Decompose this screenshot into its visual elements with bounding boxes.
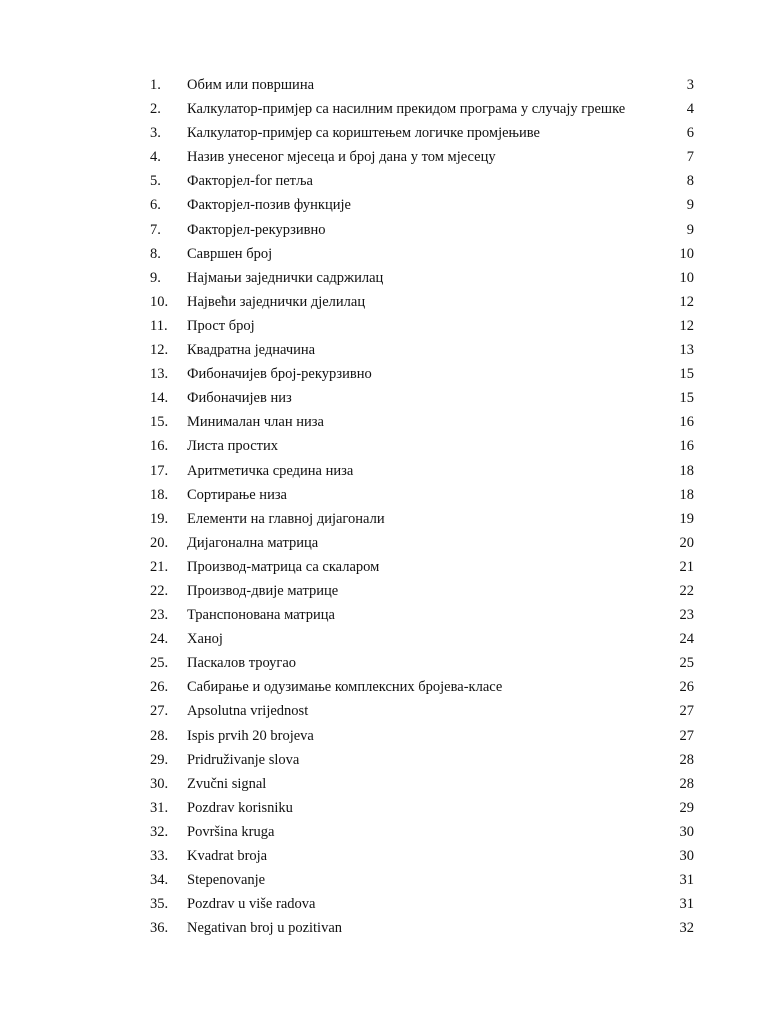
toc-entry-number: 17. [150, 462, 169, 479]
toc-entry-title: Ханој [187, 631, 223, 648]
toc-entry-page: 24 [679, 631, 694, 648]
toc-entry[interactable] [0, 892, 768, 916]
toc-entry-title: Производ-двије матрице [187, 582, 339, 599]
toc-entry-page: 12 [679, 293, 694, 310]
toc-entry-title: Квадратна једначина [187, 342, 316, 359]
toc-entry-title: Фибоначијев број-рекурзивно [187, 366, 372, 383]
toc-entry-page: 8 [686, 173, 694, 190]
toc-entry-page: 21 [679, 558, 694, 575]
toc-entry[interactable] [0, 603, 768, 627]
toc-entry-title: Савршен број [187, 245, 273, 262]
toc-entry-number: 22. [150, 582, 169, 599]
toc-entry-page: 27 [679, 703, 694, 720]
toc-entry[interactable] [0, 386, 768, 410]
toc-entry-number: 4. [150, 149, 161, 166]
toc-entry[interactable] [0, 916, 768, 940]
toc-entry-title: Калкулатор-примјер са насилним прекидом програма у случају грешке [187, 101, 626, 118]
toc-entry-title: Прост број [187, 317, 255, 334]
toc-entry-title: Елементи на главној дијагонали [187, 510, 385, 527]
toc-entry-number: 25. [150, 655, 169, 672]
toc-entry-number: 9. [150, 269, 161, 286]
toc-entry-page: 16 [679, 438, 694, 455]
toc-entry-title: Pozdrav u više radova [187, 896, 316, 913]
toc-entry-title: Фибоначијев низ [187, 390, 292, 407]
toc-entry[interactable] [0, 362, 768, 386]
toc-entry[interactable] [0, 627, 768, 651]
toc-entry-title: Обим или површина [187, 77, 315, 93]
toc-entry-number: 30. [150, 775, 169, 792]
toc-entry-page: 28 [679, 775, 694, 792]
toc-entry[interactable] [0, 796, 768, 820]
toc-entry-title: Највећи заједнички дјелилац [187, 293, 366, 310]
toc-entry-number: 29. [150, 751, 169, 768]
toc-entry[interactable] [0, 410, 768, 434]
toc-entry-page: 31 [679, 896, 694, 913]
toc-entry-number: 32. [150, 823, 169, 840]
toc-entry[interactable] [0, 290, 768, 314]
toc-entry[interactable] [0, 169, 768, 193]
toc-entry-number: 36. [150, 920, 169, 937]
toc-entry-number: 35. [150, 896, 169, 913]
toc-entry-number: 12. [150, 342, 169, 359]
toc-entry-page: 22 [679, 582, 694, 599]
toc-entry[interactable] [0, 507, 768, 531]
toc-entry-number: 5. [150, 173, 161, 190]
toc-entry-title: Транспонована матрица [187, 607, 335, 624]
toc-entry-title: Паскалов троугао [187, 655, 297, 672]
toc-entry-title: Калкулатор-примјер са кориштењем логичке промјењиве [187, 125, 540, 142]
toc-entry-title: Kvadrat broja [187, 848, 268, 864]
toc-entry[interactable] [0, 699, 768, 723]
toc-entry-number: 26. [150, 679, 169, 696]
toc-entry[interactable] [0, 73, 768, 97]
toc-entry[interactable] [0, 844, 768, 868]
toc-entry[interactable] [0, 314, 768, 338]
toc-entry-title: Минималан члан низа [187, 414, 324, 431]
toc-entry-number: 14. [150, 390, 169, 407]
toc-entry-page: 18 [679, 486, 694, 503]
toc-entry-title: Назив унесеног мјесеца и број дана у том мјесецу [187, 149, 496, 166]
toc-entry-page: 9 [686, 197, 694, 214]
toc-entry-title: Факторјел-рекурзивно [187, 221, 326, 238]
toc-entry[interactable] [0, 531, 768, 555]
toc-entry[interactable] [0, 459, 768, 483]
toc-entry[interactable] [0, 218, 768, 242]
toc-entry-number: 24. [150, 631, 169, 648]
toc-entry[interactable] [0, 651, 768, 675]
toc-entry[interactable] [0, 579, 768, 603]
toc-entry-number: 11. [150, 317, 168, 334]
toc-entry-number: 20. [150, 534, 169, 551]
toc-entry-title: Факторјел-позив функције [187, 197, 351, 214]
toc-entry[interactable] [0, 724, 768, 748]
toc-entry-page: 10 [679, 245, 694, 262]
toc-entry-page: 15 [679, 390, 694, 407]
toc-entry-page: 26 [679, 679, 694, 696]
toc-entry-number: 31. [150, 799, 169, 816]
toc-entry-title: Факторјел-for петља [187, 173, 313, 190]
toc-entry-page: 20 [679, 534, 694, 551]
toc-entry-title: Apsolutna vrijednost [187, 703, 309, 720]
toc-entry-title: Ispis prvih 20 brojeva [187, 727, 314, 744]
toc-entry-page: 9 [686, 221, 694, 238]
toc-entry-title: Сабирање и одузимање комплексних бројева-класе [187, 679, 503, 696]
toc-entry-page: 4 [686, 101, 694, 118]
toc-entry-number: 15. [150, 414, 169, 431]
toc-entry-title: Аритметичка средина низа [187, 462, 354, 479]
toc-entry[interactable] [0, 820, 768, 844]
toc-entry[interactable] [0, 434, 768, 458]
toc-entry-title: Negativan broj u pozitivan [187, 920, 343, 937]
toc-entry-number: 13. [150, 366, 169, 383]
toc-entry-number: 6. [150, 197, 161, 214]
toc-entry[interactable] [0, 555, 768, 579]
toc-entry[interactable] [0, 483, 768, 507]
toc-entry-number: 16. [150, 438, 169, 455]
toc-entry[interactable] [0, 772, 768, 796]
toc-entry-number: 27. [150, 703, 169, 720]
toc-entry-title: Pozdrav korisniku [187, 799, 293, 816]
toc-entry-page: 25 [679, 655, 694, 672]
toc-entry-title: Pridruživanje slova [187, 751, 300, 768]
toc-entry-number: 2. [150, 101, 161, 118]
toc-entry[interactable] [0, 868, 768, 892]
toc-entry-page: 28 [679, 751, 694, 768]
toc-entry-title: Površina kruga [187, 823, 275, 840]
toc-entry-page: 31 [679, 872, 694, 889]
toc-entry-number: 23. [150, 607, 169, 624]
toc-entry-page: 29 [679, 799, 694, 816]
toc-entry-number: 3. [150, 125, 161, 142]
toc-entry-number: 33. [150, 848, 169, 864]
toc-entry-page: 30 [679, 823, 694, 840]
toc-entry-title: Листа простих [187, 438, 279, 455]
toc-entry[interactable] [0, 145, 768, 169]
toc-entry-title: Дијагонална матрица [187, 534, 319, 551]
toc-entry[interactable] [0, 748, 768, 772]
toc-entry-page: 30 [679, 848, 694, 864]
toc-entry-number: 8. [150, 245, 161, 262]
toc-entry-page: 12 [679, 317, 694, 334]
toc-entry[interactable] [0, 675, 768, 699]
toc-entry-page: 7 [686, 149, 694, 166]
toc-entry-page: 23 [679, 607, 694, 624]
toc-entry-page: 6 [686, 125, 694, 142]
toc-entry-page: 15 [679, 366, 694, 383]
toc-entry-number: 21. [150, 558, 169, 575]
toc-entry-page: 18 [679, 462, 694, 479]
toc-entry-title: Производ-матрица са скаларом [187, 558, 380, 575]
toc-entry-number: 28. [150, 727, 169, 744]
toc-entry-page: 13 [679, 342, 694, 359]
toc-entry-page: 16 [679, 414, 694, 431]
table-of-contents [0, 73, 768, 940]
toc-entry[interactable] [0, 97, 768, 121]
toc-entry-page: 19 [679, 510, 694, 527]
toc-entry-title: Zvučni signal [187, 775, 267, 792]
toc-entry-page: 10 [679, 269, 694, 286]
toc-entry-title: Сортирање низа [187, 486, 287, 503]
toc-entry-number: 1. [150, 77, 161, 93]
toc-entry-page: 32 [679, 920, 694, 937]
toc-entry[interactable] [0, 242, 768, 266]
toc-entry-number: 7. [150, 221, 161, 238]
toc-entry-page: 27 [679, 727, 694, 744]
toc-entry[interactable] [0, 338, 768, 362]
toc-entry[interactable] [0, 193, 768, 217]
toc-entry-number: 10. [150, 293, 169, 310]
toc-entry-number: 34. [150, 872, 169, 889]
toc-entry-number: 18. [150, 486, 169, 503]
toc-entry-title: Stepenovanje [187, 872, 266, 889]
toc-entry-title: Најмањи заједнички садржилац [187, 269, 384, 286]
toc-entry[interactable] [0, 121, 768, 145]
toc-entry[interactable] [0, 266, 768, 290]
toc-entry-number: 19. [150, 510, 169, 527]
toc-entry-page: 3 [686, 77, 694, 93]
